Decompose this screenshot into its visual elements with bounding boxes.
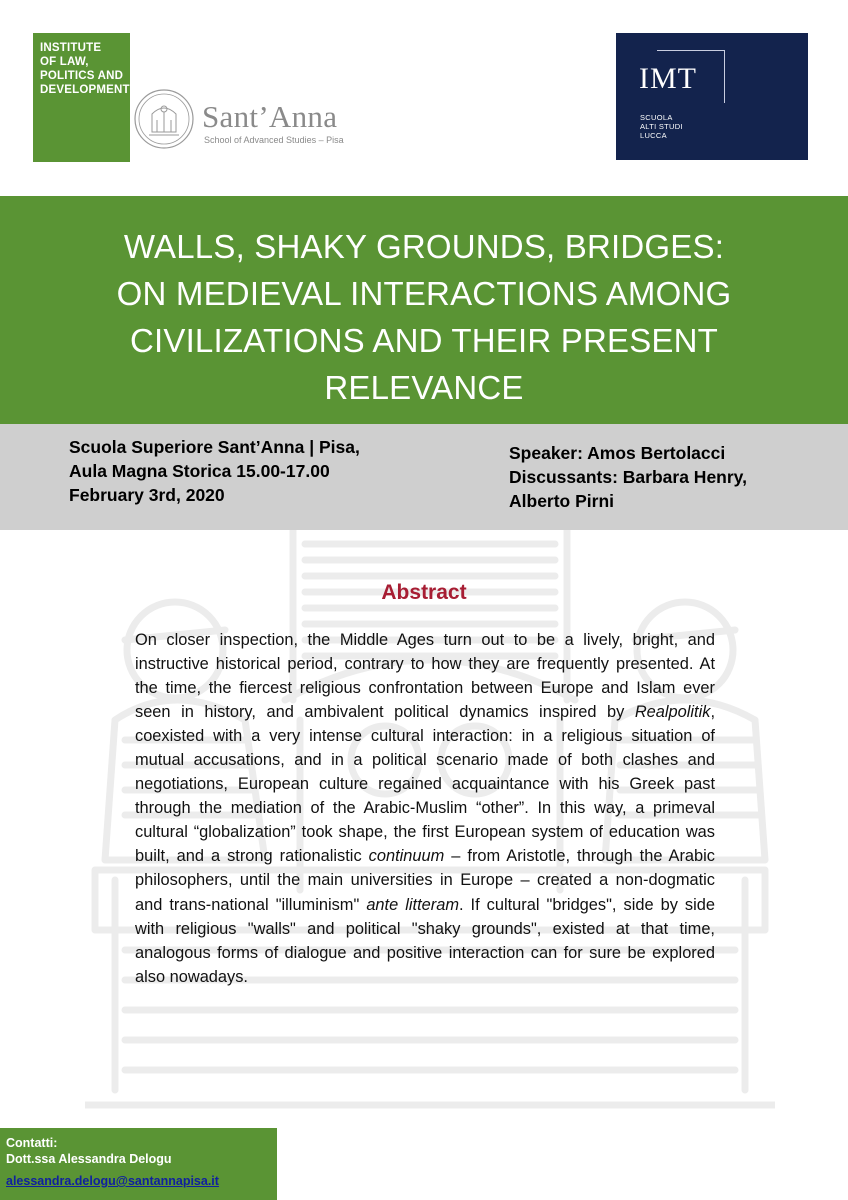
santanna-school-subtitle: School of Advanced Studies – Pisa [204,135,344,145]
imt-logo-subtitle [640,113,683,140]
venue-line: February 3rd, 2020 [69,485,225,505]
title-line: RELEVANCE [324,369,524,406]
abstract-text: . If cultural "bridges", side by side with religious "walls" and political "shaky grounds", existed at that time, analogous forms of dialogue and positive interaction can for sure be explored also nowadays. [135,895,715,986]
imt-logo-box [616,33,808,160]
contacts-label: Contatti: [6,1136,58,1150]
institute-line: OF LAW, [40,56,89,68]
event-title [0,223,848,411]
speaker-line: Speaker: Amos Bertolacci [509,443,726,463]
imt-line: LUCCA [640,131,667,140]
abstract-text: On closer inspection, the Middle Ages turn out to be a lively, bright, and instructive historical period, contrary to how they are frequently presented. At the time, the fiercest religious confrontation between Europe and Islam ever seen in history, and ambivalent political dynamics inspired by [135,631,715,722]
institute-logo-box [33,33,130,162]
event-info-band [0,424,848,530]
santanna-school-name: Sant’Anna [202,99,338,134]
abstract-emphasis: continuum [368,847,445,866]
title-line: ON MEDIEVAL INTERACTIONS AMONG [116,275,732,312]
contact-person: Dott.ssa Alessandra Delogu [6,1152,172,1166]
title-line: WALLS, SHAKY GROUNDS, BRIDGES: [123,228,725,265]
institute-line: INSTITUTE [40,42,102,54]
imt-logo-word: IMT [639,62,697,95]
santanna-seal-icon [133,88,195,150]
imt-line: SCUOLA [640,113,673,122]
imt-line: ALTI STUDI [640,122,683,131]
speakers-details [509,441,747,513]
imt-logo-mark [628,45,736,105]
venue-line: Scuola Superiore Sant’Anna | Pisa, [69,437,360,457]
contact-email-link[interactable]: alessandra.delogu@santannapisa.it [6,1174,219,1188]
abstract-text: , coexisted with a very intense cultural interaction: in a religious situation of mutual accusations, and in a political scenario made of both clashes and negotiations, European culture regained acquaintance with his Greek past through the mediation of the Arabic-Muslim “other”. In this way, a primeval cultural “globalization” took shape, the first European system of education was built, and a strong rationalistic [135,703,715,866]
institute-line: POLITICS AND [40,70,124,82]
abstract-emphasis: ante litteram [366,895,459,914]
abstract-body [135,628,715,989]
discussants-line: Alberto Pirni [509,491,615,511]
discussants-line: Discussants: Barbara Henry, [509,467,747,487]
abstract-emphasis: Realpolitik [634,703,711,722]
institute-name [40,41,130,97]
title-line: CIVILIZATIONS AND THEIR PRESENT [129,322,719,359]
abstract-heading: Abstract [381,581,467,604]
abstract-text: – from Aristotle, through the Arabic philosophers, until the main universities in Europe – created a non-dogmatic and trans-national "illuminism" [135,847,715,914]
venue-details [69,435,360,507]
contacts-box [0,1128,277,1200]
venue-line: Aula Magna Storica 15.00-17.00 [69,461,330,481]
title-band [0,196,848,424]
institute-line: DEVELOPMENT [40,84,130,96]
